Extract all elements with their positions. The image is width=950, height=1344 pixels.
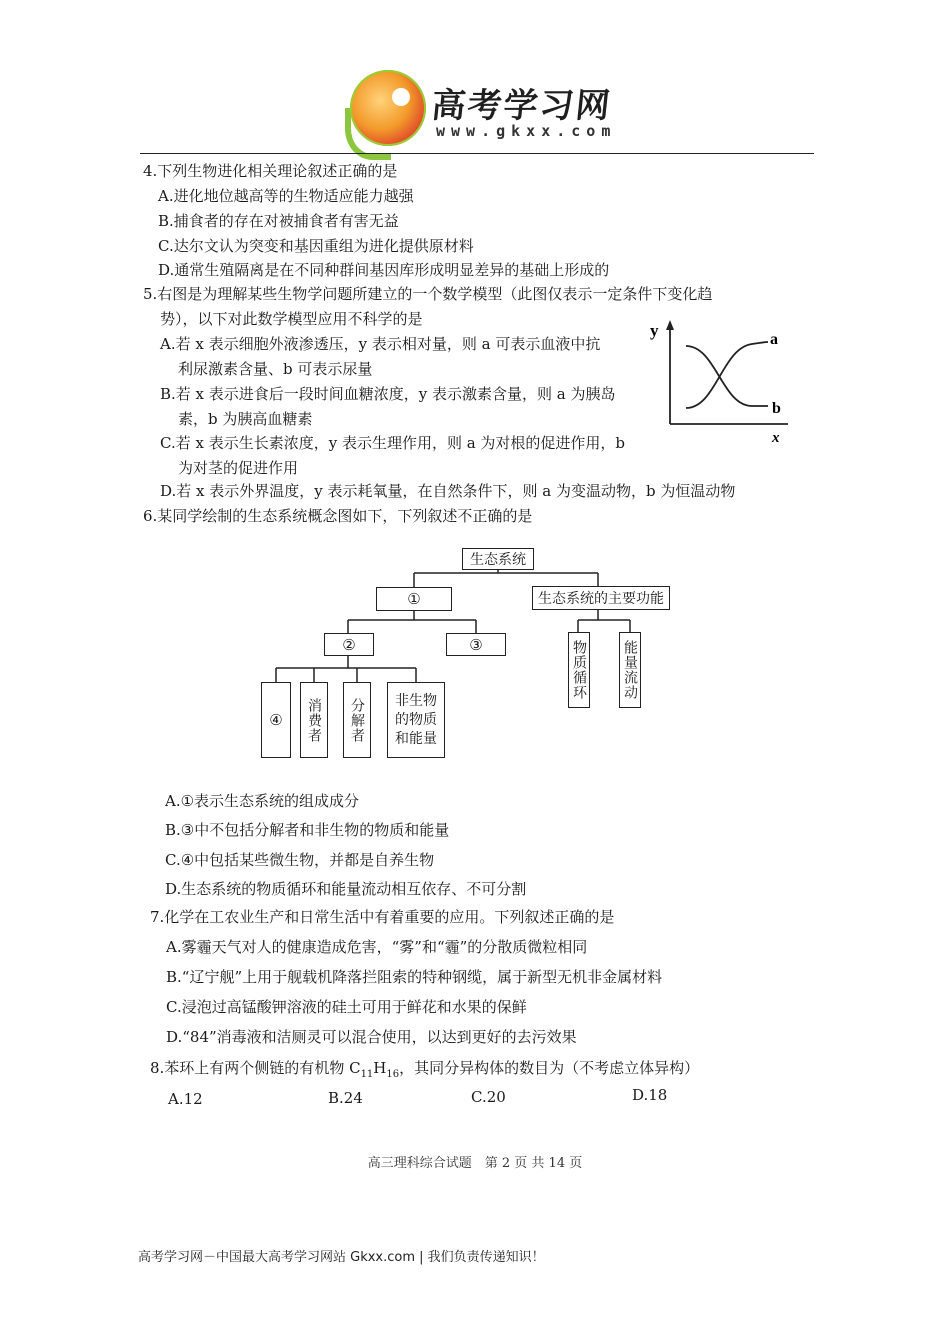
map-node-energy-flow: 能量流动 [619,632,641,708]
curve-a [686,342,768,408]
map-nonbiotic-line1: 非生物 [395,692,437,709]
q7-stem: 7.化学在工农业生产和日常生活中有着重要的应用。下列叙述正确的是 [150,908,615,926]
q4-option-a: A.进化地位越高等的生物适应能力越强 [158,187,414,205]
curve-a-label: a [770,331,778,348]
q5-option-b-line1: B.若 x 表示进食后一段时间血糖浓度，y 表示激素含量，则 a 为胰岛 [160,385,616,403]
map-node-material-cycle: 物质循环 [568,632,590,708]
q5-option-c-line1: C.若 x 表示生长素浓度，y 表示生理作用，则 a 为对根的促进作用，b [160,434,626,452]
page-footer: 高三理科综合试题 第 2 页 共 14 页 [367,1156,583,1171]
logo-title: 高考学习网 [429,86,614,126]
curve-b [686,346,768,406]
logo-dot-icon [392,88,410,106]
q8-option-b: B.24 [328,1089,363,1107]
q8-stem-post: ，其同分异构体的数目为（不考虑立体异构） [399,1059,700,1077]
q8-stem [150,1058,699,1085]
q5-stem-line2: 势），以下对此数学模型应用不科学的是 [160,310,423,328]
y-axis-label: y [650,321,659,340]
header-divider [140,153,814,154]
y-axis-arrow-icon [666,320,674,330]
q6-option-a: A.①表示生态系统的组成成分 [165,792,360,810]
logo-url: www.gkxx.com [436,122,617,140]
q5-stem-line1: 5.右图是为理解某些生物学问题所建立的一个数学模型（此图仅表示一定条件下变化趋 [143,285,713,303]
q8-sub-hydrogen: 16 [386,1069,400,1080]
q7-option-a: A.雾霾天气对人的健康造成危害，“雾”和“霾”的分散质微粒相同 [166,938,588,956]
crossing-curves-graph [646,318,796,448]
q5-option-d: D.若 x 表示外界温度，y 表示耗氧量，在自然条件下，则 a 为变温动物，b 为恒温动物 [160,482,736,500]
logo-emblem-icon [350,70,426,146]
map-node-4: ④ [261,682,291,758]
map-node-1: ① [376,587,452,611]
q8-option-c: C.20 [471,1088,506,1106]
q4-option-d: D.通常生殖隔离是在不同种群间基因库形成明显差异的基础上形成的 [158,261,610,279]
q8-stem-h: H [373,1059,387,1077]
map-nonbiotic-line2: 的物质 [395,711,437,728]
q7-option-d: D.“84”消毒液和洁厕灵可以混合使用，以达到更好的去污效果 [166,1028,577,1046]
map-node-decomposer: 分解者 [343,682,371,758]
q5-option-a-line1: A.若 x 表示细胞外液渗透压，y 表示相对量，则 a 可表示血液中抗 [160,335,601,353]
q8-sub-carbon: 11 [360,1069,374,1080]
site-tagline: 高考学习网－中国最大高考学习网站 Gkxx.com | 我们负责传递知识！ [138,1250,545,1265]
map-nonbiotic-line3: 和能量 [395,730,437,747]
q8-stem-pre: 8.苯环上有两个侧链的有机物 C [150,1059,361,1077]
map-node-3: ③ [446,633,506,656]
map-node-nonbiotic [387,682,445,758]
map-node-main-function: 生态系统的主要功能 [532,586,670,610]
q8-option-d: D.18 [632,1086,668,1104]
q6-option-b: B.③中不包括分解者和非生物的物质和能量 [165,821,450,839]
q8-option-a: A.12 [168,1090,203,1108]
map-node-consumer: 消费者 [300,682,328,758]
q4-option-b: B.捕食者的存在对被捕食者有害无益 [158,212,399,230]
q5-option-b-line2: 素，b 为胰高血糖素 [178,410,313,428]
curve-b-label: b [772,400,781,417]
map-root-ecosystem: 生态系统 [462,548,534,570]
x-axis-label: x [772,430,780,446]
q7-option-b: B.“辽宁舰”上用于舰载机降落拦阻索的特种钢缆，属于新型无机非金属材料 [166,968,663,986]
q6-stem: 6.某同学绘制的生态系统概念图如下，下列叙述不正确的是 [143,507,533,525]
q5-option-c-line2: 为对茎的促进作用 [178,459,299,477]
q6-option-d: D.生态系统的物质循环和能量流动相互依存、不可分割 [165,880,527,898]
q5-option-a-line2: 利尿激素含量、b 可表示尿量 [178,360,373,378]
q4-option-c: C.达尔文认为突变和基因重组为进化提供原材料 [158,237,474,255]
map-node-2: ② [324,633,374,656]
q6-option-c: C.④中包括某些微生物，并都是自养生物 [165,851,435,869]
q7-option-c: C.浸泡过高锰酸钾溶液的硅土可用于鲜花和水果的保鲜 [166,998,527,1016]
q4-stem: 4.下列生物进化相关理论叙述正确的是 [143,162,398,180]
